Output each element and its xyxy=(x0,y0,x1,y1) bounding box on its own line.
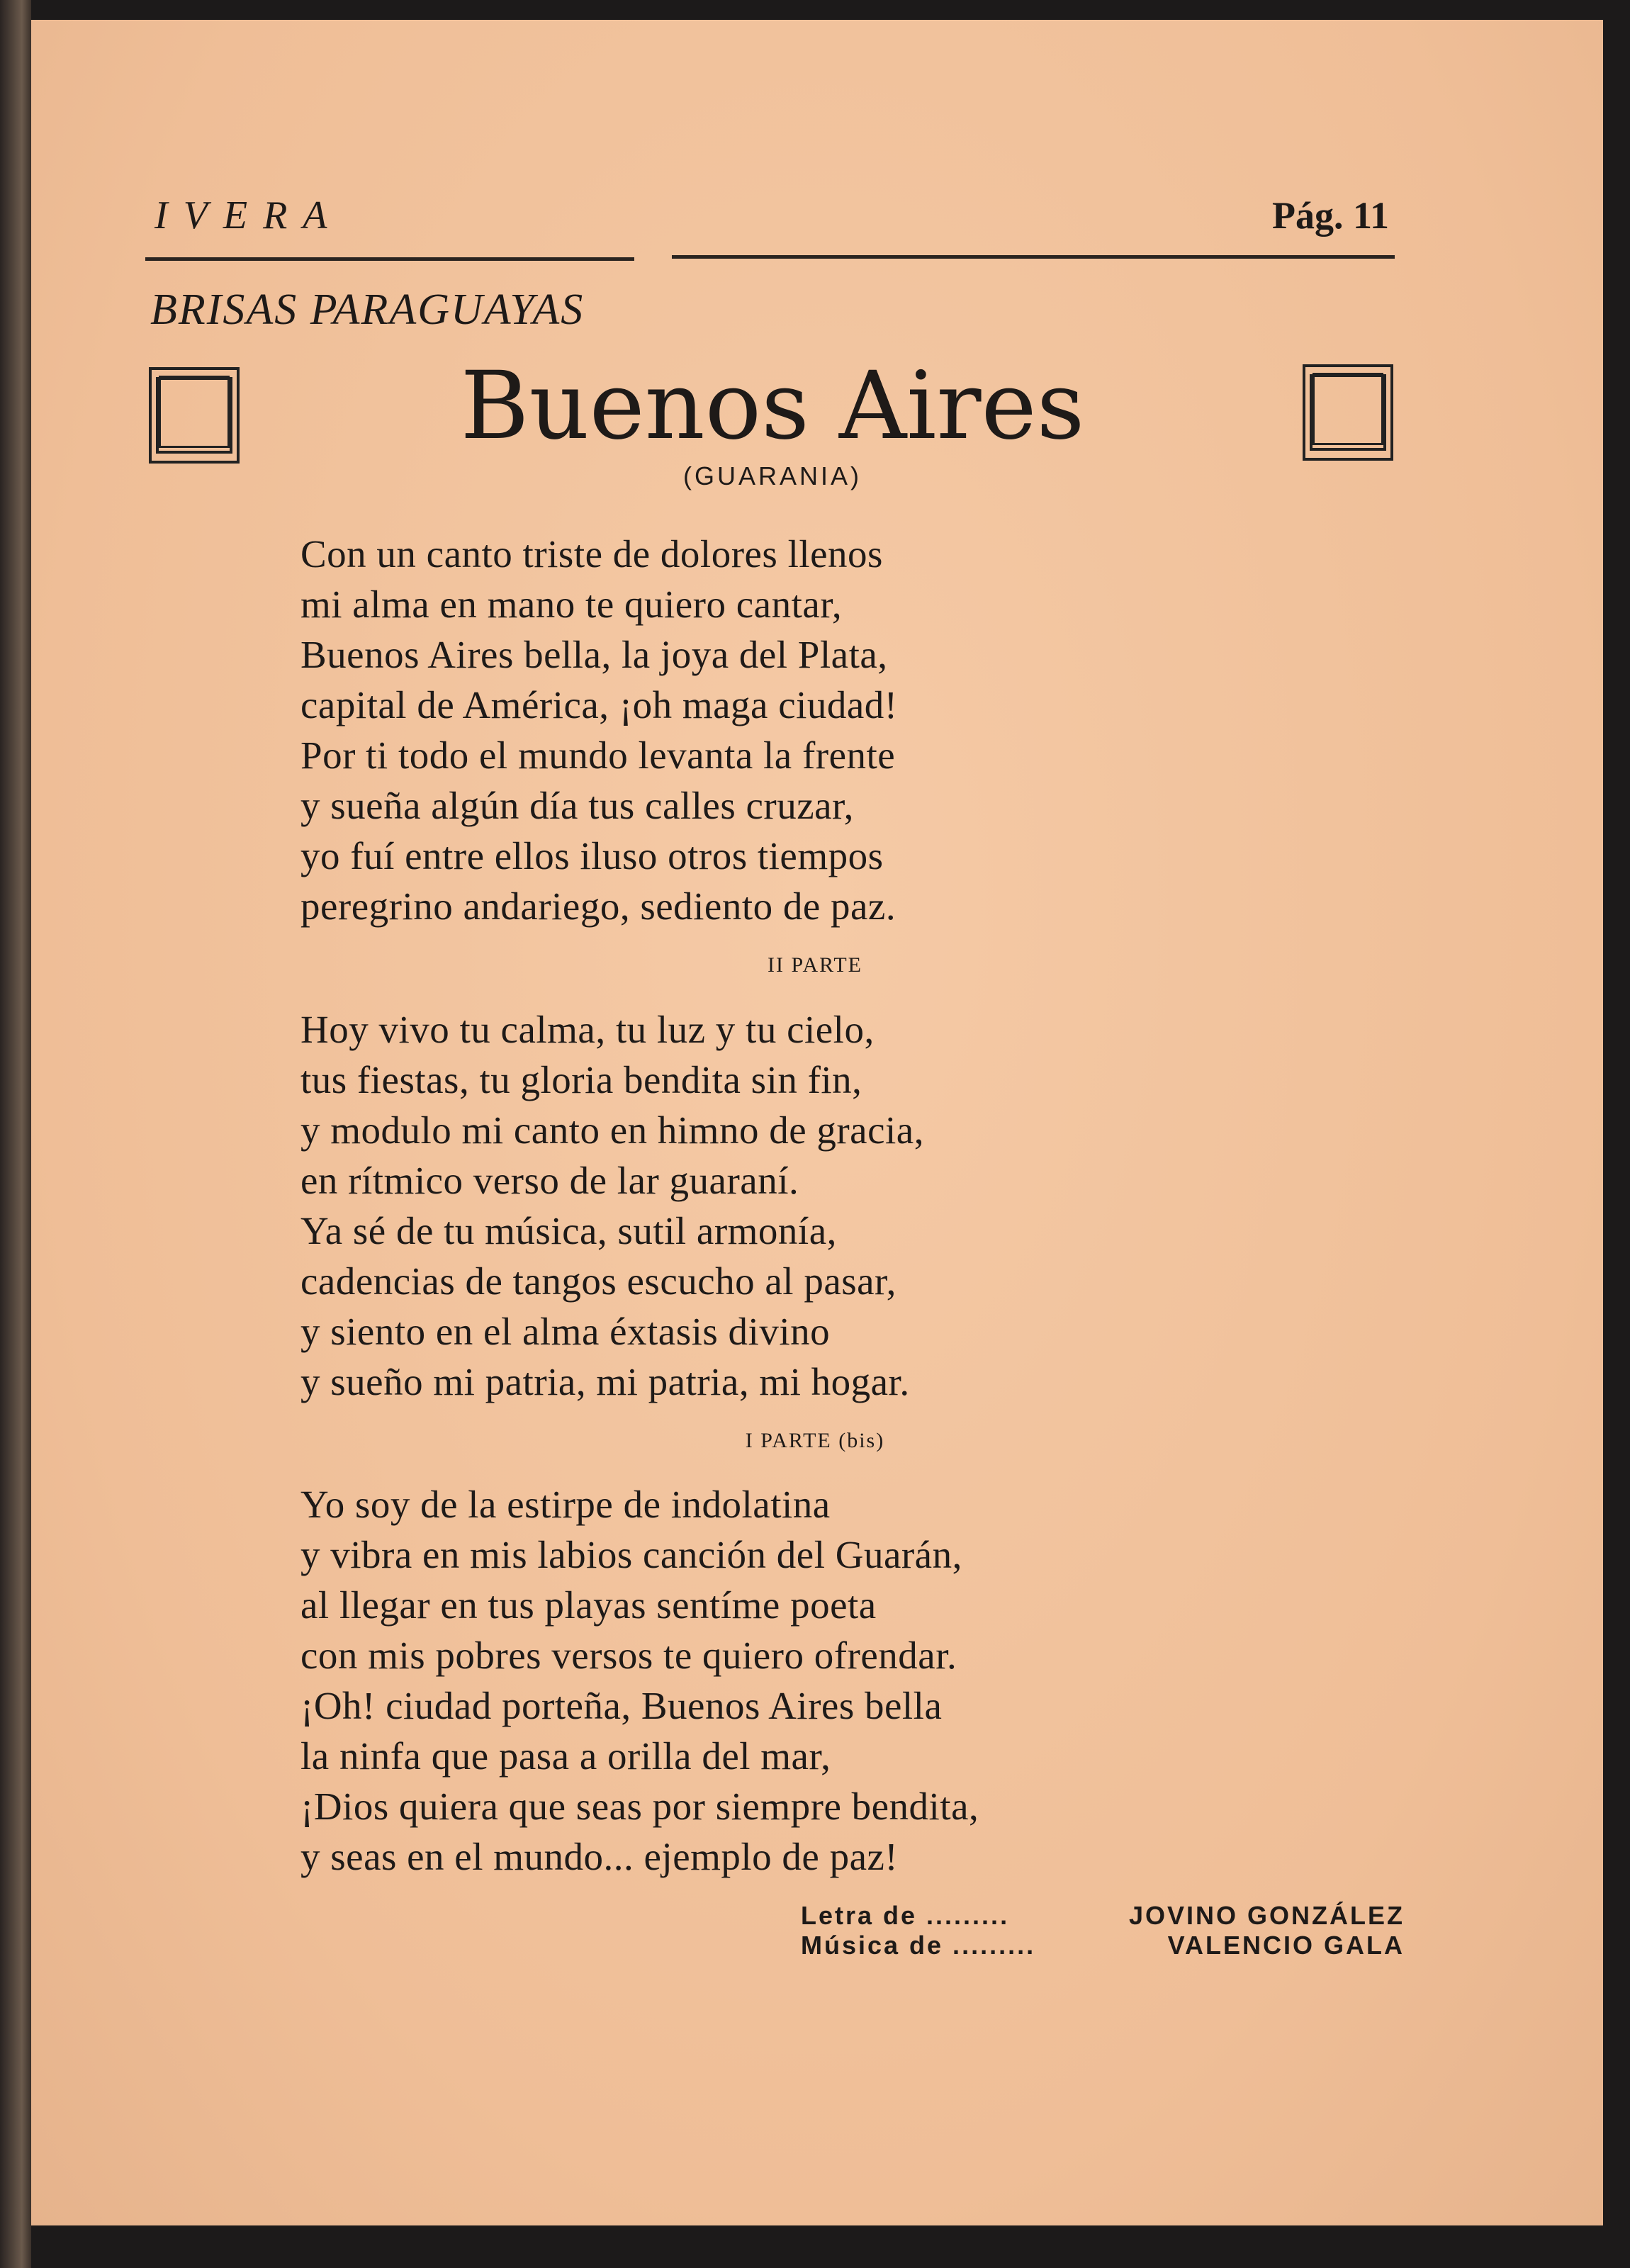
part-2-label: II PARTE xyxy=(768,953,862,977)
verse-line: Buenos Aires bella, la joya del Plata, xyxy=(300,633,888,676)
verse-line: Con un canto triste de dolores llenos xyxy=(300,532,883,576)
song-title: Buenos Aires xyxy=(460,352,1085,461)
lyrics-credit xyxy=(801,1902,1405,1929)
verse-line: cadencias de tangos escucho al pasar, xyxy=(300,1259,896,1303)
verse-line: con mis pobres versos te quiero ofrendar. xyxy=(300,1634,957,1677)
verse-line: Ya sé de tu música, sutil armonía, xyxy=(300,1209,837,1252)
lyrics-author: JOVINO GONZÁLEZ xyxy=(1128,1901,1405,1930)
page-number: Pág. 11 xyxy=(1271,194,1389,237)
verse-line: y sueño mi patria, mi patria, mi hogar. xyxy=(300,1360,910,1403)
verse-line: Por ti todo el mundo levanta la frente xyxy=(300,734,896,777)
verse-line: y sueña algún día tus calles cruzar, xyxy=(300,784,854,827)
stanza-1 xyxy=(300,529,898,931)
verse-line: peregrino andariego, sediento de paz. xyxy=(300,885,896,928)
verse-line: y vibra en mis labios canción del Guarán, xyxy=(300,1533,962,1576)
verse-line: en rítmico verso de lar guaraní. xyxy=(300,1159,799,1202)
magazine-name: IVERA xyxy=(154,193,343,237)
music-author: VALENCIO GALA xyxy=(1167,1931,1405,1960)
verse-line: ¡Dios quiera que seas por siempre bendita, xyxy=(300,1785,979,1828)
music-label: Música de ......... xyxy=(801,1931,1036,1960)
header-rule-left xyxy=(145,257,634,261)
verse-line: la ninfa que pasa a orilla del mar, xyxy=(300,1734,831,1778)
part-3-label: I PARTE (bis) xyxy=(745,1429,885,1452)
verse-line: al llegar en tus playas sentíme poeta xyxy=(300,1583,877,1627)
header-rule-right xyxy=(672,255,1395,259)
verse-line: mi alma en mano te quiero cantar, xyxy=(300,583,843,626)
stanza-2 xyxy=(300,1004,924,1407)
verse-line: Hoy vivo tu calma, tu luz y tu cielo, xyxy=(300,1008,875,1051)
verse-line: tus fiestas, tu gloria bendita sin fin, xyxy=(300,1058,862,1101)
verse-line: y modulo mi canto en himno de gracia, xyxy=(300,1108,924,1152)
section-title: BRISAS PARAGUAYAS xyxy=(150,286,585,334)
verse-line: capital de América, ¡oh maga ciudad! xyxy=(300,683,898,726)
lyrics-label: Letra de ......... xyxy=(801,1901,1010,1930)
book-spine xyxy=(0,0,31,2268)
verse-line: ¡Oh! ciudad porteña, Buenos Aires bella xyxy=(300,1684,943,1727)
verse-line: y siento en el alma éxtasis divino xyxy=(300,1310,831,1353)
song-genre: (GUARANIA) xyxy=(682,461,862,490)
verse-line: Yo soy de la estirpe de indolatina xyxy=(300,1483,831,1526)
stanza-3 xyxy=(300,1479,979,1882)
music-credit xyxy=(801,1932,1405,1959)
verse-line: yo fuí entre ellos iluso otros tiempos xyxy=(300,834,884,877)
verse-line: y seas en el mundo... ejemplo de paz! xyxy=(300,1835,899,1878)
